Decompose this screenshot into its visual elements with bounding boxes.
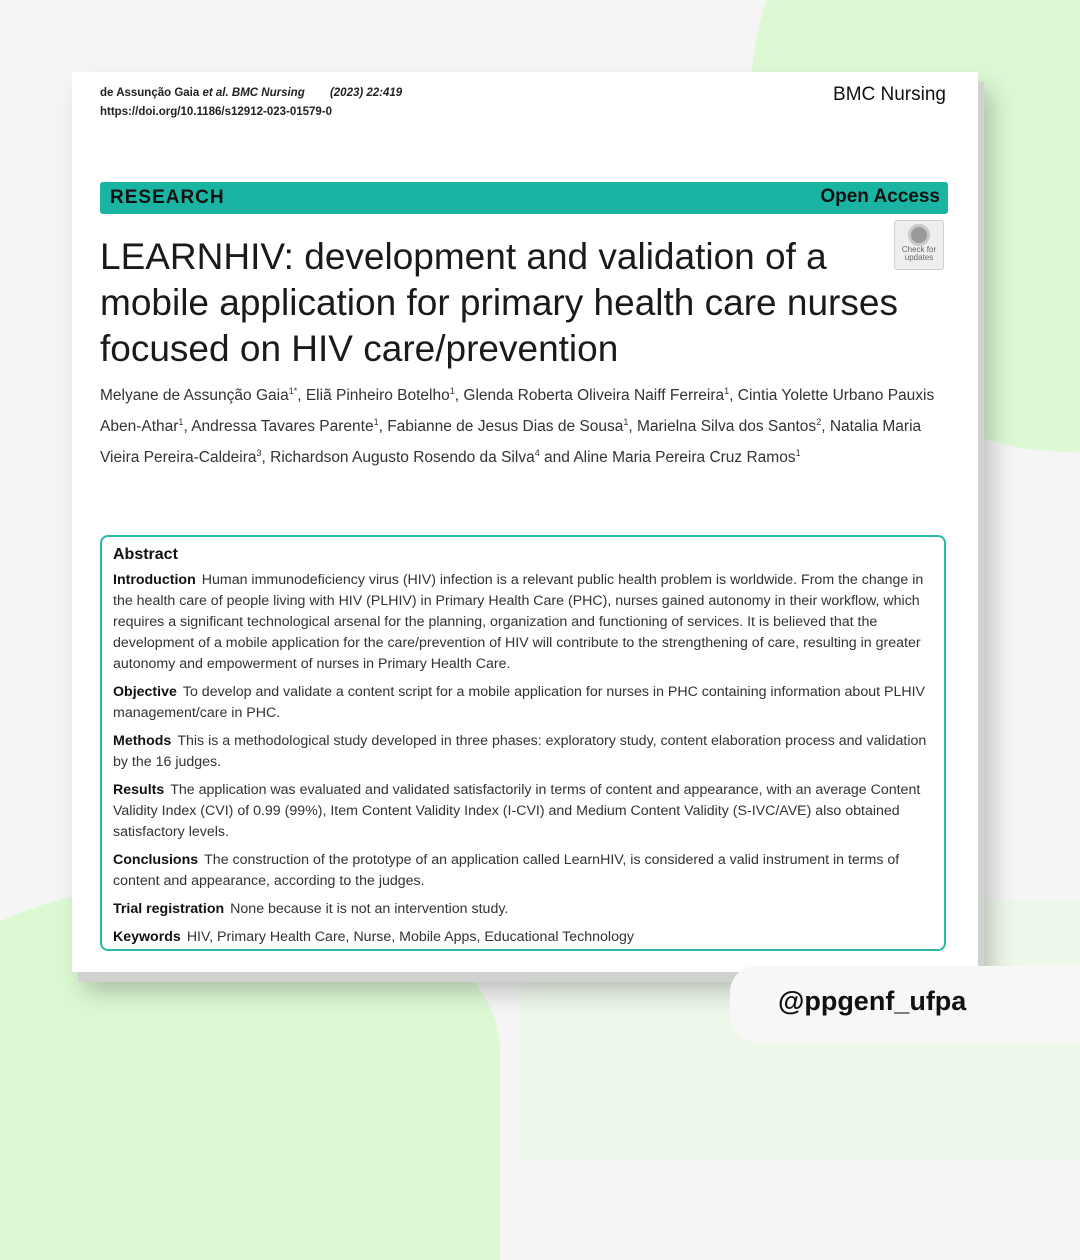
author-list [100,378,950,471]
social-handle-box [730,966,1080,1042]
author-separator: , [183,418,192,436]
abstract-section [113,570,933,675]
author-name: Marielna Silva dos Santos [636,418,817,436]
author-name: Melyane de Assunção Gaia [100,387,289,405]
citation-year: (2023) 22:419 [329,87,403,99]
citation-authors: de Assunção Gaia [100,87,200,99]
author-name: Eliã Pinheiro Botelho [305,387,450,405]
citation-etal: et al. [202,87,229,99]
check-updates-icon [908,224,930,246]
author-affiliation: 1* [288,386,298,396]
citation-journal: BMC Nursing [231,87,305,99]
abstract-section [113,850,933,892]
abstract-section-label: Results [113,782,165,798]
abstract-section-label: Trial registration [113,901,225,917]
check-updates-line1: Check for [901,245,937,254]
abstract-box [100,535,946,951]
abstract-section-label: Introduction [113,572,196,588]
author-affiliation: 4 [534,448,540,459]
abstract-section [113,731,933,773]
author-name: Natalia Maria Vieira Pereira-Caldeira [100,418,922,467]
author-affiliation: 3 [256,448,262,459]
doi-link[interactable]: https://doi.org/10.1186/s12912-023-01579-0 [100,106,333,118]
abstract-section [113,682,933,724]
author-affiliation: 1 [449,386,455,396]
author-affiliation: 1 [178,417,184,428]
author-separator: , [297,387,306,405]
author-name: Glenda Roberta Oliveira Naiff Ferreira [463,387,725,405]
article-page [72,72,978,972]
article-title: LEARNHIV: development and validation of a mobile application for primary health care nurses focused on HIV care/prevention [100,236,898,369]
author-name: Fabianne de Jesus Dias de Sousa [387,418,624,436]
abstract-sections [113,570,933,948]
abstract-section [113,899,933,920]
abstract-section-label: Conclusions [113,852,199,868]
check-updates-line2: updates [904,253,934,262]
author-separator: , [729,387,738,405]
article-type-banner [100,182,948,214]
author-separator: , [378,418,388,436]
author-separator: , [454,387,464,405]
abstract-section [113,927,933,948]
citation-line [100,84,402,103]
abstract-section-text: None because it is not an intervention study. [230,901,509,917]
abstract-section [113,780,933,843]
abstract-section-text: To develop and validate a content script for a mobile application for nurses in PHC containing information about PLHIV management/care in PHC. [113,684,925,721]
author-separator: , [261,449,271,467]
abstract-section-label: Objective [113,684,177,700]
author-name: Richardson Augusto Rosendo da Silva [270,449,535,467]
abstract-section-label: Methods [113,733,172,749]
abstract-section-label: Keywords [113,929,181,945]
abstract-section-text: Human immunodeficiency virus (HIV) infection is a relevant public health problem is worldwide. From the change in the health care of people living with HIV (PLHIV) in Primary Health Care (PHC), nurses gained autonomy in their workflow, which requires a significant technological arsenal for the planning, organization and functioning of services. It is believed that the development of a mobile application for the care/prevention of HIV will contribute to the strengthening of care, resulting in greater autonomy and empowerment of nurses in Primary Health Care. [113,572,924,672]
author-affiliation: 2 [816,417,822,428]
abstract-section-text: This is a methodological study developed in three phases: exploratory study, content elaboration process and validation by the 16 judges. [113,733,927,770]
abstract-section-text: HIV, Primary Health Care, Nurse, Mobile Apps, Educational Technology [186,929,634,945]
social-handle[interactable]: @ppgenf_ufpa [778,986,967,1016]
author-name: Aline Maria Pereira Cruz Ramos [573,449,796,467]
check-for-updates-badge[interactable] [894,220,944,270]
author-affiliation: 1 [795,448,801,459]
author-affiliation: 1 [623,417,629,428]
author-affiliation: 1 [724,386,730,396]
abstract-section-text: The construction of the prototype of an application called LearnHIV, is considered a valid instrument in terms of content and appearance, according to the judges. [113,852,900,889]
author-name: Andressa Tavares Parente [191,418,374,436]
citation-block [100,84,402,122]
author-separator: , [628,418,637,436]
author-separator: , [821,418,830,436]
open-access-label: Open Access [820,186,940,207]
author-separator: and [539,449,574,467]
article-type-label: RESEARCH [110,187,225,208]
author-name: Cintia Yolette Urbano Pauxis Aben-Athar [100,387,935,436]
journal-name: BMC Nursing [833,84,946,105]
author-affiliation: 1 [373,417,379,428]
abstract-heading: Abstract [113,546,178,563]
abstract-section-text: The application was evaluated and validated satisfactorily in terms of content and appearance, with an average Content Validity Index (CVI) of 0.99 (99%), Item Content Validity Index (I-CVI) and Medium Content Validity (S-IVC/AVE) also obtained satisfactory levels. [113,782,921,840]
